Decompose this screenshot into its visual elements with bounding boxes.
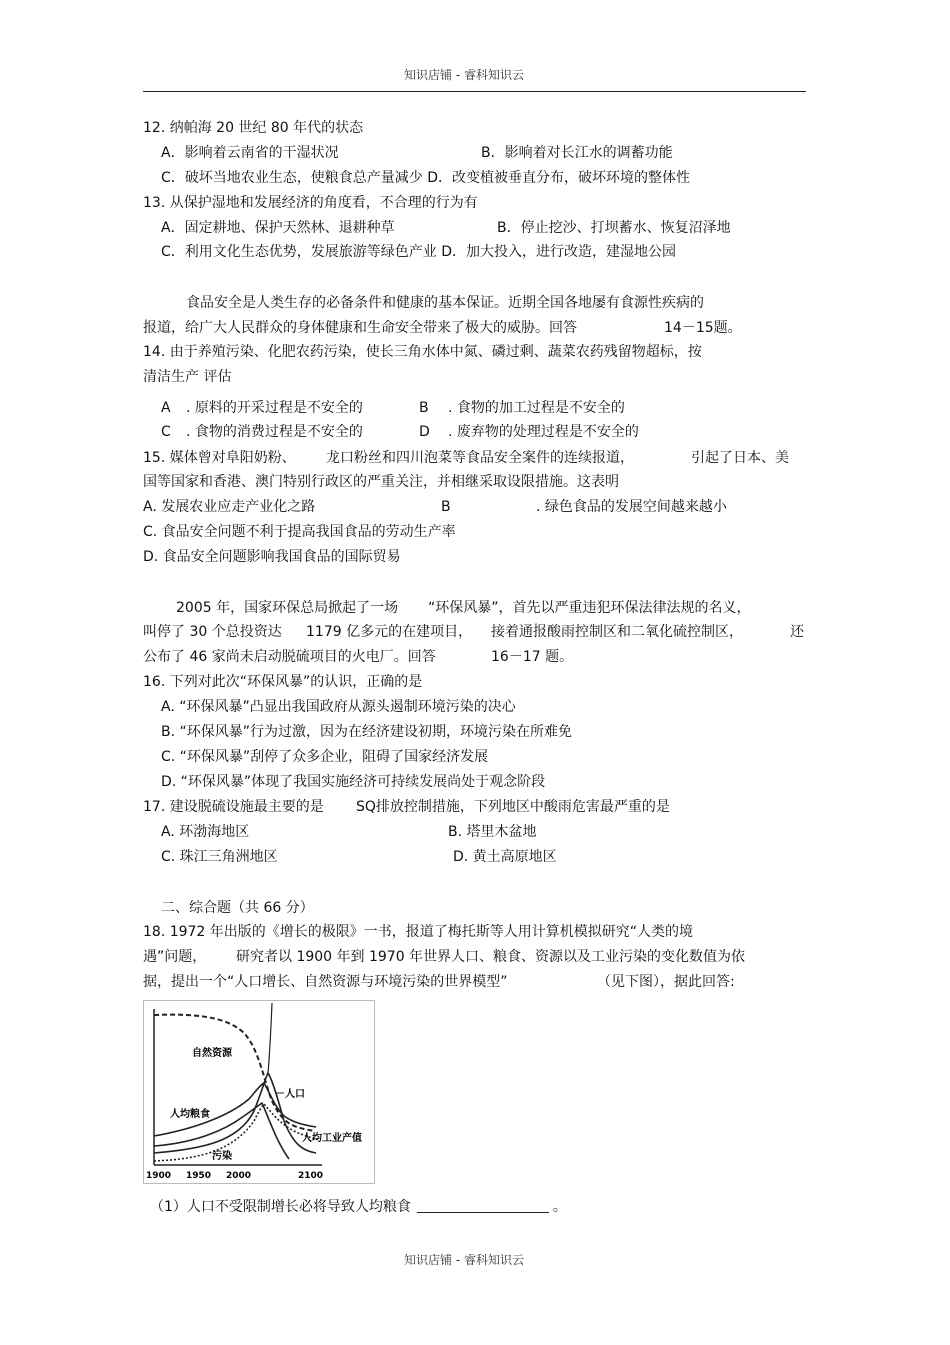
q14-option-c: . 食物的消费过程是不安全的 xyxy=(186,424,363,440)
q17-option-c: C. 珠江三角洲地区 xyxy=(161,849,278,865)
passage2-l2a: 叫停了 30 个总投资达 xyxy=(143,624,282,640)
passage2-l1a: 2005 年，国家环保总局掀起了一场 xyxy=(176,600,399,616)
q13-option-cd: C．利用文化生态优势，发展旅游等绿色产业 D．加大投入，进行改造，建湿地公园 xyxy=(161,244,677,260)
label-food-per-capita: 人均粮食 xyxy=(170,1109,210,1120)
q14-option-c-letter: C xyxy=(161,424,171,440)
q17-option-d: D. 黄土高原地区 xyxy=(453,849,557,865)
q15-option-b-letter: B xyxy=(441,499,451,515)
q13-option-b: B．停止挖沙、打坝蓄水、恢复沼泽地 xyxy=(497,220,731,236)
q18-sub1 xyxy=(150,1198,567,1216)
world-model-chart xyxy=(144,1001,374,1183)
q17-option-a: A. 环渤海地区 xyxy=(161,824,250,840)
q15-option-d: D. 食品安全问题影响我国食品的国际贸易 xyxy=(143,549,401,565)
q12-stem: 12. 纳帕海 20 世纪 80 年代的状态 xyxy=(143,120,364,136)
q15-stem-c: 引起了日本、美 xyxy=(691,450,789,466)
q18-line2b: 研究者以 1900 年到 1970 年世界人口、粮食、资源以及工业污染的变化数值为依 xyxy=(236,949,746,965)
q17-option-b: B. 塔里木盆地 xyxy=(448,824,537,840)
passage2-l3a: 公布了 46 家尚未启动脱硫项目的火电厂。回答 xyxy=(143,649,436,665)
passage2-l2b: 1179 亿多元的在建项目， xyxy=(306,624,473,640)
q18-sub1-text: （1）人口不受限制增长必将导致人均粮食 xyxy=(150,1199,411,1215)
q16-option-a: A. “环保风暴”凸显出我国政府从源头遏制环境污染的决心 xyxy=(161,699,516,715)
q17-stem-b: SQ排放控制措施，下列地区中酸雨危害最严重的是 xyxy=(356,799,670,815)
q14-stem: 14. 由于养殖污染、化肥农药污染，使长三角水体中氮、磷过剩、蔬菜农药残留物超标，按 xyxy=(143,344,702,360)
q14-option-d: . 废弃物的处理过程是不安全的 xyxy=(448,424,639,440)
x-tick-2100: 2100 xyxy=(298,1171,324,1181)
q14-option-a-letter: A xyxy=(161,400,171,416)
passage1-line1: 食品安全是人类生存的必备条件和健康的基本保证。近期全国各地屡有食源性疾病的 xyxy=(186,295,704,311)
passage1-line2a: 报道，给广大人民群众的身体健康和生命安全带来了极大的威胁。回答 xyxy=(143,320,577,336)
q18-line3a: 据，提出一个“人口增长、自然资源与环境污染的世界模型” xyxy=(143,974,508,990)
header-rule xyxy=(143,91,806,92)
q15-stem-a: 15. 媒体曾对阜阳奶粉、 xyxy=(143,450,296,466)
q13-stem: 13. 从保护湿地和发展经济的角度看，不合理的行为有 xyxy=(143,195,478,211)
answer-blank[interactable] xyxy=(417,1198,549,1213)
q15-stem2: 国等国家和香港、澳门特别行政区的严重关注，并相继采取设限措施。这表明 xyxy=(143,474,619,490)
q14-option-b: . 食物的加工过程是不安全的 xyxy=(448,400,625,416)
q14-option-b-letter: B xyxy=(419,400,429,416)
q12-option-b: B．影响着对长江水的调蓄功能 xyxy=(481,145,673,161)
x-tick-1900: 1900 xyxy=(146,1171,172,1181)
page-footer: 知识店铺 - 睿科知识云 xyxy=(404,1253,524,1267)
q12-option-cd: C．破坏当地农业生态，使粮食总产量减少 D．改变植被垂直分布，破坏环境的整体性 xyxy=(161,170,691,186)
passage2-l2c: 接着通报酸雨控制区和二氧化硫控制区， xyxy=(491,624,743,640)
q15-option-c: C. 食品安全问题不利于提高我国食品的劳动生产率 xyxy=(143,524,456,540)
label-natural-resources: 自然资源 xyxy=(192,1048,232,1059)
q16-option-b: B. “环保风暴”行为过激，因为在经济建设初期，环境污染在所难免 xyxy=(161,724,573,740)
label-population: 人口 xyxy=(285,1089,305,1100)
q16-option-d: D. “环保风暴”体现了我国实施经济可持续发展尚处于观念阶段 xyxy=(161,774,546,790)
population-spike xyxy=(268,1003,272,1073)
q15-stem-b: 龙口粉丝和四川泡菜等食品安全案件的连续报道， xyxy=(326,450,634,466)
q16-stem: 16. 下列对此次“环保风暴”的认识，正确的是 xyxy=(143,674,423,690)
q12-option-a: A．影响着云南省的干湿状况 xyxy=(161,145,339,161)
q16-option-c: C. “环保风暴”刮停了众多企业，阻碍了国家经济发展 xyxy=(161,749,489,765)
q14-option-d-letter: D xyxy=(419,424,430,440)
q18-sub1-end: 。 xyxy=(552,1199,567,1215)
q13-option-a: A．固定耕地、保护天然林、退耕种草 xyxy=(161,220,395,236)
q18-line1: 18. 1972 年出版的《增长的极限》一书，报道了梅托斯等人用计算机模拟研究“人类的境 xyxy=(143,924,694,940)
q18-line2a: 遇”问题， xyxy=(143,949,207,965)
passage2-l1b: “环保风暴”，首先以严重违犯环保法律法规的名义， xyxy=(428,600,751,616)
q17-stem-a: 17. 建设脱硫设施最主要的是 xyxy=(143,799,324,815)
q18-line3b: （见下图），据此回答: xyxy=(597,974,735,990)
label-industry: 人均工业产值 xyxy=(302,1133,362,1144)
passage1-line2b: 14－15题。 xyxy=(664,320,742,336)
label-pollution: 污染 xyxy=(212,1151,232,1162)
world-model-figure xyxy=(143,1000,375,1184)
q15-option-a: A. 发展农业应走产业化之路 xyxy=(143,499,316,515)
q15-option-b: . 绿色食品的发展空间越来越小 xyxy=(536,499,727,515)
page-header: 知识店铺 - 睿科知识云 xyxy=(404,68,524,82)
passage2-l3b: 16－17 题。 xyxy=(491,649,574,665)
q14-stem2: 清洁生产 评估 xyxy=(143,369,232,385)
section2-title: 二、综合题（共 66 分） xyxy=(161,900,314,916)
x-tick-2000: 2000 xyxy=(226,1171,252,1181)
passage2-l2d: 还 xyxy=(790,624,804,640)
q14-option-a: . 原料的开采过程是不安全的 xyxy=(186,400,363,416)
x-tick-1950: 1950 xyxy=(186,1171,212,1181)
